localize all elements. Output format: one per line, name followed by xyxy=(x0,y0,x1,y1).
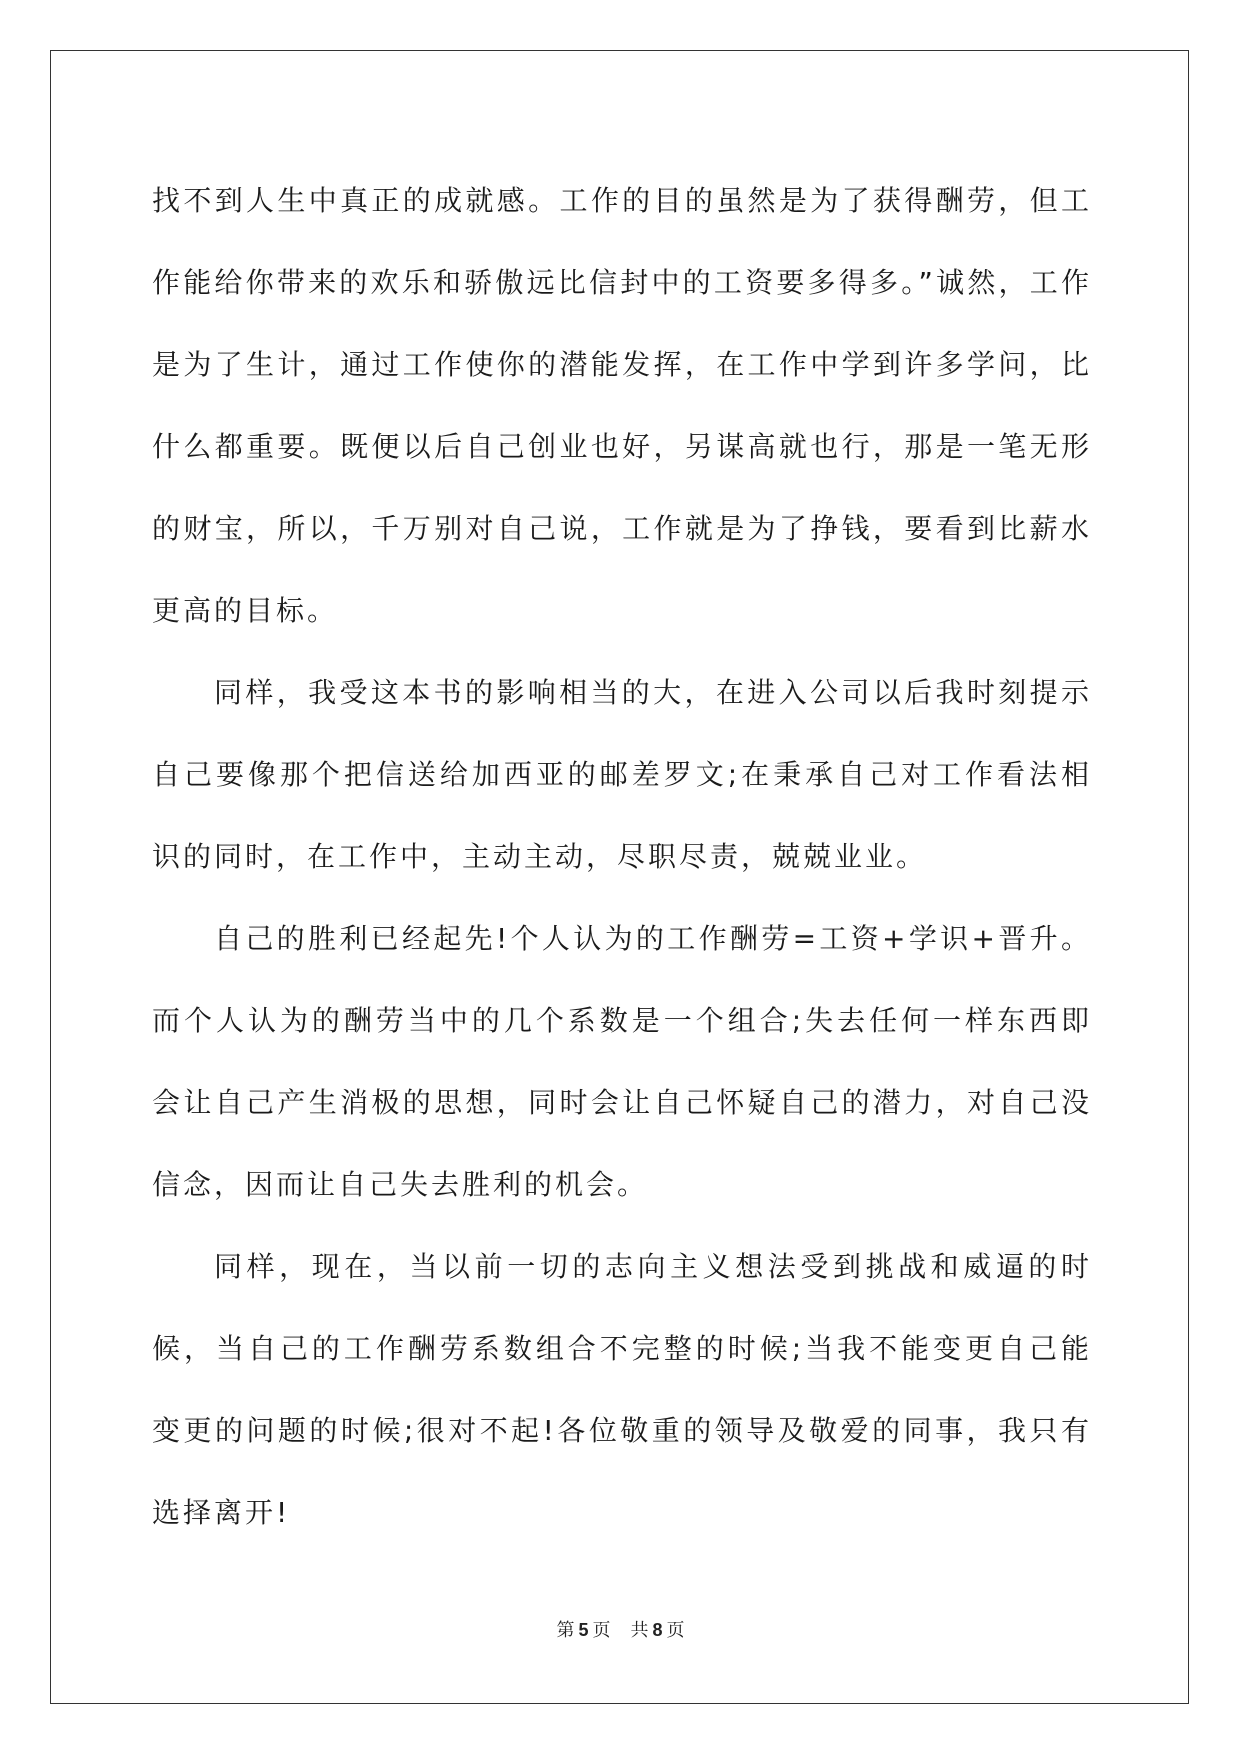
current-page-number: 5 xyxy=(578,1620,589,1640)
total-page-number: 8 xyxy=(652,1620,663,1640)
total-label-prefix: 共 xyxy=(630,1620,649,1641)
paragraph-1: 找不到人生中真正的成就感。工作的目的虽然是为了获得酬劳，但工作能给你带来的欢乐和骄傲远比信封中的工资要多得多。”诚然，工作是为了生计，通过工作使你的潜能发挥，在工作中学到许多学问，比什么都重要。既便以后自己创业也好，另谋高就也行，那是一笔无形的财宝，所以，千万别对自己说，工作就是为了挣钱，要看到比薪水更高的目标。 xyxy=(152,184,1092,627)
document-body xyxy=(152,160,1092,1554)
paragraph-4: 同样，现在，当以前一切的志向主义想法受到挑战和威逼的时候，当自己的工作酬劳系数组合不完整的时候;当我不能变更自己能变更的问题的时候;很对不起!各位敬重的领导及敬爱的同事，我只有选择离开! xyxy=(152,1250,1092,1529)
paragraph-3: 自己的胜利已经起先!个人认为的工作酬劳=工资+学识+晋升。而个人认为的酬劳当中的几个系数是一个组合;失去任何一样东西即会让自己产生消极的思想，同时会让自己怀疑自己的潜力，对自己没信念，因而让自己失去胜利的机会。 xyxy=(152,922,1092,1201)
paragraph-2: 同样，我受这本书的影响相当的大，在进入公司以后我时刻提示自己要像那个把信送给加西亚的邮差罗文;在秉承自己对工作看法相识的同时，在工作中，主动主动，尽职尽责，兢兢业业。 xyxy=(152,676,1092,873)
page-label-prefix: 第 xyxy=(556,1620,575,1641)
total-label-suffix: 页 xyxy=(666,1620,685,1641)
page-label-suffix: 页 xyxy=(592,1620,611,1641)
page-footer xyxy=(0,1618,1241,1643)
